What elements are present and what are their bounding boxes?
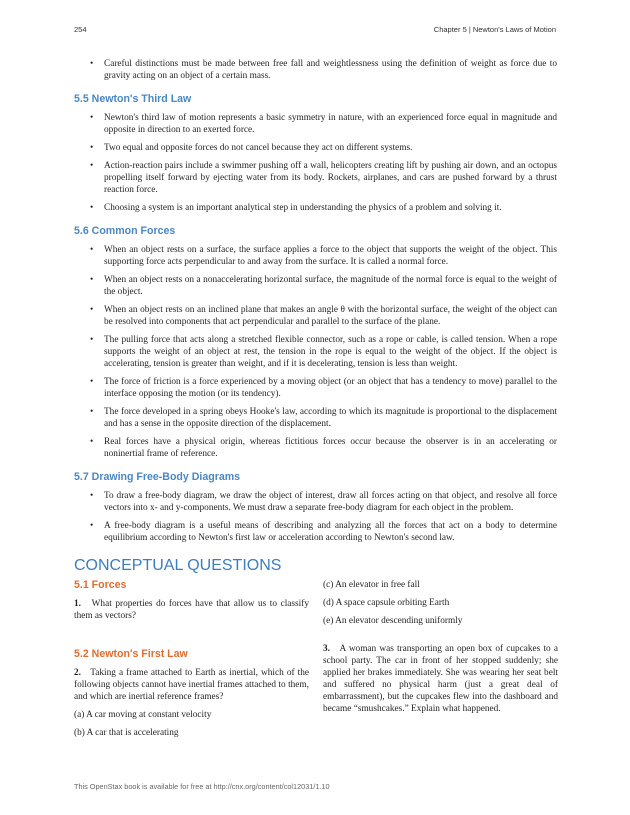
question-text: What properties do forces have that allow us to classify them as vectors? [74, 599, 309, 621]
question-text: Taking a frame attached to Earth as inertial, which of the following objects cannot have inertial frames attached to them, and which are inertial reference frames? [74, 668, 309, 702]
question-number: 3. [323, 644, 330, 654]
intro-bullet-list [74, 58, 557, 82]
chapter-running-head: Chapter 5 | Newton's Laws of Motion [433, 25, 556, 34]
bullet-item: • When an object rests on a nonaccelerating horizontal surface, the magnitude of the normal force is equal to the weight of the object. [74, 274, 557, 298]
bullet-item: • Two equal and opposite forces do not cancel because they act on different systems. [74, 142, 557, 154]
summary-content [74, 58, 557, 550]
bullet-item: • Careful distinctions must be made between free fall and weightlessness using the definition of weight as force due to gravity acting on an object of a certain mass. [74, 58, 557, 82]
question-text: A woman was transporting an open box of cupcakes to a school party. The car in front of her stopped suddenly; she applied her brakes immediately. She was wearing her seat belt and suffered no physical harm (just a great deal of embarrassment), but the cupcakes flew into the dashboard and became “smushcakes.” Explain what happened. [323, 644, 558, 714]
questions-left-column [74, 579, 309, 745]
bullet-item: • When an object rests on an inclined plane that makes an angle θ with the horizontal surface, the weight of the object can be resolved into components that act perpendicular and parallel to the surface of the plane. [74, 304, 557, 328]
bullet-item: • To draw a free-body diagram, we draw the object of interest, draw all forces acting on that object, and resolve all force vectors into x- and y-components. We must draw a separate free-body diagram for each object in the problem. [74, 490, 557, 514]
question-2 [74, 667, 309, 703]
section-title-common-forces: 5.6 Common Forces [74, 225, 176, 237]
question-number: 1. [74, 599, 81, 609]
footer-availability-note: This OpenStax book is available for free at http://cnx.org/content/col12031/1.10 [74, 782, 330, 791]
bullet-item: • The pulling force that acts along a stretched flexible connector, such as a rope or cable, is called tension. When a rope supports the weight of an object at rest, the tension in the rope is equal to the weight of the object. If the object is accelerating, tension is greater than weight, and if it is decelerating, tension is less than weight. [74, 334, 557, 370]
question-section-forces: 5.1 Forces [74, 579, 127, 591]
free-body-bullet-list [74, 490, 557, 544]
option-b: (b) A car that is accelerating [74, 728, 179, 738]
option-d: (d) A space capsule orbiting Earth [323, 598, 450, 608]
question-number: 2. [74, 668, 81, 678]
bullet-item: • Real forces have a physical origin, whereas fictitious forces occur because the observer is in an accelerating or noninertial frame of reference. [74, 436, 557, 460]
page-number: 254 [74, 25, 87, 34]
option-e: (e) An elevator descending uniformly [323, 616, 463, 626]
question-1 [74, 598, 309, 622]
bullet-item: • Action-reaction pairs include a swimmer pushing off a wall, helicopters creating lift by pushing air down, and an octopus propelling itself forward by ejecting water from its body. Rockets, airplanes, and cars are pushed forward by a thrust reaction force. [74, 160, 557, 196]
section-title-free-body: 5.7 Drawing Free-Body Diagrams [74, 471, 241, 483]
question-section-first-law: 5.2 Newton's First Law [74, 648, 188, 660]
third-law-bullet-list [74, 112, 557, 214]
option-c: (c) An elevator in free fall [323, 580, 420, 590]
bullet-item: • Newton's third law of motion represents a basic symmetry in nature, with an experienced force equal in magnitude and opposite in direction to an exerted force. [74, 112, 557, 136]
question-3 [323, 643, 558, 715]
common-forces-bullet-list [74, 244, 557, 460]
bullet-item: • When an object rests on a surface, the surface applies a force to the object that supports the weight of the object. This supporting force acts perpendicular to and away from the surface. It is called a normal force. [74, 244, 557, 268]
bullet-item: • The force of friction is a force experienced by a moving object (or an object that has a tendency to move) parallel to the interface opposing the motion (or its tendency). [74, 376, 557, 400]
bullet-item: • Choosing a system is an important analytical step in understanding the physics of a problem and solving it. [74, 202, 557, 214]
conceptual-questions-heading: CONCEPTUAL QUESTIONS [74, 557, 282, 574]
bullet-item: • A free-body diagram is a useful means of describing and analyzing all the forces that act on a body to determine equilibrium according to Newton's first law or acceleration according to Newton's second law. [74, 520, 557, 544]
option-a: (a) A car moving at constant velocity [74, 710, 212, 720]
section-title-third-law: 5.5 Newton's Third Law [74, 93, 192, 105]
bullet-item: • The force developed in a spring obeys Hooke's law, according to which its magnitude is proportional to the displacement and has a sense in the opposite direction of the displacement. [74, 406, 557, 430]
questions-right-column [323, 579, 558, 721]
